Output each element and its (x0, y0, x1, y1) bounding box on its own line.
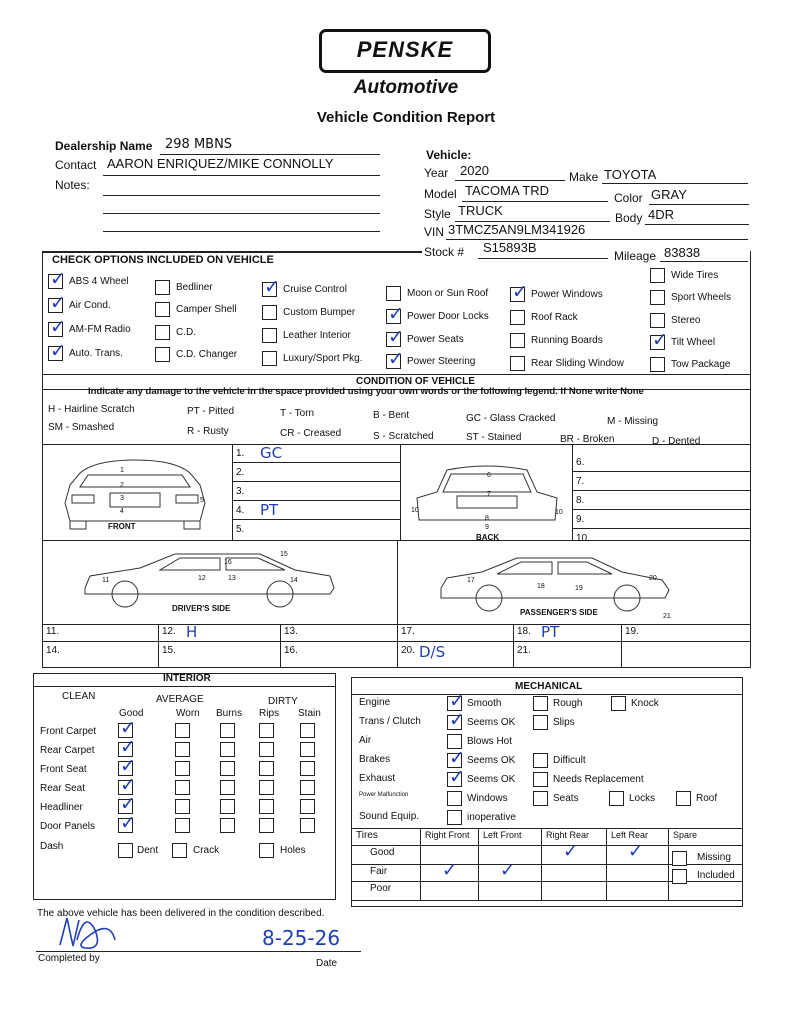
checkmark-icon: ✓ (120, 717, 136, 739)
mech-seems-ok-checkbox[interactable] (447, 766, 465, 788)
option-luxury-sport-pkg-checkbox[interactable] (262, 351, 277, 366)
date-value[interactable]: 8-25-26 (262, 926, 341, 950)
interior-clean: CLEAN (62, 691, 96, 702)
option-c-d-changer-label: C.D. Changer (176, 349, 238, 360)
damage-number: 8. (576, 495, 585, 506)
interior-headliner-rips-checkbox[interactable] (259, 799, 274, 814)
interior-title: INTERIOR (163, 673, 211, 684)
damage-entry-12[interactable]: H (186, 623, 198, 641)
interior-door-panels-good-checkbox[interactable] (118, 812, 136, 834)
interior-front-carpet-burns-checkbox[interactable] (220, 723, 235, 738)
checkmark-icon: ✓ (50, 292, 66, 314)
tires-row-label: Good (370, 847, 395, 858)
checkmark-icon: ✓ (120, 774, 136, 796)
damage-number: 1. (236, 448, 245, 459)
legend-item: SM - Smashed (48, 422, 115, 433)
mech-row-label: Engine (359, 697, 391, 708)
damage-entry-20[interactable]: D/S (419, 643, 446, 661)
legend-item: H - Hairline Scratch (48, 404, 135, 415)
interior-row-label: Front Carpet (40, 726, 97, 737)
damage-number: 2. (236, 467, 245, 478)
model-label: Model (424, 187, 457, 201)
dash-option-label: Holes (280, 845, 306, 856)
brand-logo (319, 29, 491, 73)
color-label: Color (614, 191, 643, 205)
option-rear-sliding-window-checkbox[interactable] (510, 356, 525, 371)
tire-check-icon: ✓ (442, 860, 458, 881)
interior-row-label: Front Seat (40, 764, 87, 775)
legend-item: CR - Creased (280, 428, 342, 439)
driver-pos-13: 13 (228, 575, 236, 582)
signature (55, 910, 125, 955)
option-power-steering-checkbox[interactable] (386, 348, 404, 370)
passenger-pos-19: 19 (575, 585, 583, 592)
checkmark-icon: ✓ (449, 766, 465, 788)
damage-number: 7. (576, 476, 585, 487)
legend-item: B - Bent (373, 410, 410, 421)
tires-header: Tires (356, 830, 378, 841)
option-bedliner-checkbox[interactable] (155, 280, 170, 295)
mech-row-label: Air (359, 735, 372, 746)
option-power-windows-checkbox[interactable] (510, 281, 528, 303)
option-tilt-wheel-checkbox[interactable] (650, 329, 668, 351)
mech-windows-checkbox[interactable] (447, 791, 462, 806)
option-c-d-changer-checkbox[interactable] (155, 347, 170, 362)
checkmark-icon: ✓ (264, 276, 280, 298)
make-label: Make (569, 170, 599, 184)
condition-title: CONDITION OF VEHICLE (356, 376, 475, 387)
back-view-diagram (407, 462, 567, 532)
year-value[interactable]: 2020 (460, 163, 489, 178)
damage-number: 13. (284, 626, 298, 637)
spare-included-checkbox[interactable] (672, 869, 687, 884)
interior-front-seat-rips-checkbox[interactable] (259, 761, 274, 776)
option-c-d-label: C.D. (176, 327, 196, 338)
legend-item: M - Missing (607, 416, 659, 427)
option-stereo-label: Stereo (671, 315, 701, 326)
dash-option-label: Crack (193, 845, 220, 856)
option-sport-wheels-label: Sport Wheels (671, 292, 732, 303)
damage-number: 6. (576, 457, 585, 468)
damage-number: 18. (517, 626, 531, 637)
mech-seems-ok-checkbox[interactable] (447, 709, 465, 731)
option-abs-4-wheel-checkbox[interactable] (48, 268, 66, 290)
interior-headliner-burns-checkbox[interactable] (220, 799, 235, 814)
legend-item: PT - Pitted (187, 406, 235, 417)
legend-item: R - Rusty (187, 426, 229, 437)
front-pos-3: 3 (120, 495, 124, 502)
interior-front-seat-stain-checkbox[interactable] (300, 761, 315, 776)
interior-row-label: Door Panels (40, 821, 96, 832)
front-pos-2: 2 (120, 482, 124, 489)
mech-option-label: Difficult (553, 755, 586, 766)
checkmark-icon: ✓ (120, 736, 136, 758)
back-label: BACK (476, 533, 500, 542)
passenger-pos-17: 17 (467, 577, 475, 584)
option-sport-wheels-checkbox[interactable] (650, 290, 665, 305)
mech-option-label: Seats (553, 793, 579, 804)
mech-slips-checkbox[interactable] (533, 715, 548, 730)
option-moon-or-sun-roof-checkbox[interactable] (386, 286, 401, 301)
style-label: Style (424, 207, 451, 221)
legend-item: D - Dented (652, 436, 701, 447)
interior-headliner-worn-checkbox[interactable] (175, 799, 190, 814)
interior-row-label: Rear Seat (40, 783, 86, 794)
mech-roof-checkbox[interactable] (676, 791, 691, 806)
mechanical-title: MECHANICAL (515, 681, 583, 692)
mileage-value[interactable]: 83838 (664, 245, 701, 260)
checkmark-icon: ✓ (449, 690, 465, 712)
notes-label: Notes: (55, 178, 90, 192)
tires-header: Left Front (483, 830, 522, 840)
body-value[interactable]: 4DR (648, 207, 675, 222)
option-tilt-wheel-label: Tilt Wheel (671, 337, 716, 348)
mech-row-label: Exhaust (359, 773, 396, 784)
mech-inoperative-checkbox[interactable] (447, 810, 462, 825)
damage-number: 10. (576, 533, 590, 544)
tires-header: Spare (673, 830, 698, 840)
dealership-label: Dealership Name (55, 139, 153, 153)
damage-number: 4. (236, 505, 245, 516)
interior-average: AVERAGE (156, 694, 204, 705)
vin-value[interactable]: 3TMCZ5AN9LM341926 (448, 222, 586, 237)
damage-number: 11. (46, 626, 60, 637)
interior-front-carpet-rips-checkbox[interactable] (259, 723, 274, 738)
damage-number: 20. (401, 645, 415, 656)
mech-option-label: Blows Hot (467, 736, 513, 747)
mech-option-label: Locks (629, 793, 656, 804)
mech-row-label: Brakes (359, 754, 391, 765)
option-air-cond-checkbox[interactable] (48, 292, 66, 314)
option-wide-tires-checkbox[interactable] (650, 268, 665, 283)
damage-entry-1[interactable]: GC (260, 444, 283, 462)
mech-option-label: Seems OK (467, 774, 516, 785)
damage-number: 15. (162, 645, 176, 656)
damage-number: 17. (401, 626, 415, 637)
mech-needs-replacement-checkbox[interactable] (533, 772, 548, 787)
option-cruise-control-checkbox[interactable] (262, 276, 280, 298)
contact-value[interactable]: AARON ENRIQUEZ/MIKE CONNOLLY (107, 156, 334, 171)
mech-row-label: Trans / Clutch (359, 716, 421, 727)
mech-option-label: Roof (696, 793, 718, 804)
option-luxury-sport-pkg-label: Luxury/Sport Pkg. (283, 353, 363, 364)
front-pos-1: 1 (120, 467, 124, 474)
interior-headliner-stain-checkbox[interactable] (300, 799, 315, 814)
passenger-pos-21: 21 (663, 613, 671, 620)
option-auto-trans-checkbox[interactable] (48, 340, 66, 362)
notes-line-1 (103, 195, 380, 196)
dash-dent-checkbox[interactable] (118, 843, 133, 858)
interior-col-burns: Burns (216, 708, 243, 719)
brand-subtitle: Automotive (353, 77, 459, 98)
model-value[interactable]: TACOMA TRD (465, 183, 550, 198)
option-leather-interior-label: Leather Interior (283, 330, 351, 341)
front-pos-5: 5 (200, 497, 204, 504)
stock-value[interactable]: S15893B (483, 240, 537, 255)
damage-number: 12. (162, 626, 176, 637)
driver-pos-12: 12 (198, 575, 206, 582)
interior-rear-carpet-worn-checkbox[interactable] (175, 742, 190, 757)
checkmark-icon: ✓ (449, 709, 465, 731)
interior-col-rips: Rips (259, 708, 280, 719)
interior-col-stain: Stain (298, 708, 321, 719)
passenger-pos-20: 20 (649, 575, 657, 582)
mech-option-label: Seems OK (467, 717, 516, 728)
interior-rear-seat-worn-checkbox[interactable] (175, 780, 190, 795)
interior-rear-seat-burns-checkbox[interactable] (220, 780, 235, 795)
interior-rear-seat-stain-checkbox[interactable] (300, 780, 315, 795)
option-cruise-control-label: Cruise Control (283, 284, 347, 295)
mech-difficult-checkbox[interactable] (533, 753, 548, 768)
contact-label: Contact (55, 158, 97, 172)
interior-rear-carpet-burns-checkbox[interactable] (220, 742, 235, 757)
dealership-value[interactable]: 298 MBNS (165, 137, 233, 152)
tire-check-icon: ✓ (500, 860, 516, 881)
driver-pos-16: 16 (224, 559, 232, 566)
mech-row-label: Sound Equip. (359, 811, 420, 822)
dealership-line (160, 154, 380, 155)
driver-pos-15: 15 (280, 551, 288, 558)
back-pos-6: 6 (487, 472, 491, 479)
damage-number: 16. (284, 645, 298, 656)
damage-number: 14. (46, 645, 60, 656)
make-value[interactable]: TOYOTA (604, 167, 657, 182)
checkmark-icon: ✓ (388, 303, 404, 325)
option-tow-package-label: Tow Package (671, 359, 731, 370)
checkmark-icon: ✓ (449, 747, 465, 769)
option-power-seats-label: Power Seats (407, 334, 464, 345)
vin-label: VIN (424, 225, 445, 239)
back-pos-10b: 10 (555, 509, 563, 516)
back-pos-7: 7 (487, 491, 491, 498)
option-power-windows-label: Power Windows (531, 289, 603, 300)
mech-option-label: Slips (553, 717, 575, 728)
interior-dash-label: Dash (40, 841, 64, 852)
tires-header: Right Front (425, 830, 470, 840)
damage-entry-4[interactable]: PT (260, 501, 279, 519)
option-stereo-checkbox[interactable] (650, 313, 665, 328)
option-power-seats-checkbox[interactable] (386, 326, 404, 348)
drivers-side-label: DRIVER'S SIDE (172, 604, 231, 613)
option-custom-bumper-label: Custom Bumper (283, 307, 356, 318)
option-power-door-locks-label: Power Door Locks (407, 311, 489, 322)
mech-option-label: Windows (467, 793, 508, 804)
mech-option-label: Seems OK (467, 755, 516, 766)
checkmark-icon: ✓ (388, 326, 404, 348)
option-bedliner-label: Bedliner (176, 282, 213, 293)
checkmark-icon: ✓ (512, 281, 528, 303)
checkmark-icon: ✓ (50, 268, 66, 290)
option-wide-tires-label: Wide Tires (671, 270, 719, 281)
mech-option-label: Rough (553, 698, 583, 709)
back-pos-10: 10 (411, 507, 419, 514)
damage-number: 5. (236, 524, 245, 535)
tires-row-label: Fair (370, 866, 388, 877)
option-am-fm-radio-checkbox[interactable] (48, 316, 66, 338)
option-power-door-locks-checkbox[interactable] (386, 303, 404, 325)
option-am-fm-radio-label: AM-FM Radio (69, 324, 131, 335)
interior-dirty: DIRTY (268, 696, 298, 707)
mech-row-label: Power Malfunction (359, 792, 409, 798)
mech-option-label: Knock (631, 698, 659, 709)
option-c-d-checkbox[interactable] (155, 325, 170, 340)
checkmark-icon: ✓ (120, 812, 136, 834)
delivery-statement: The above vehicle has been delivered in the condition described. (37, 908, 325, 919)
checkmark-icon: ✓ (120, 755, 136, 777)
color-value[interactable]: GRAY (651, 187, 687, 202)
checkmark-icon: ✓ (388, 348, 404, 370)
mech-rough-checkbox[interactable] (533, 696, 548, 711)
options-title: CHECK OPTIONS INCLUDED ON VEHICLE (52, 254, 274, 266)
mech-locks-checkbox[interactable] (609, 791, 624, 806)
interior-front-carpet-stain-checkbox[interactable] (300, 723, 315, 738)
passenger-pos-18: 18 (537, 583, 545, 590)
option-camper-shell-checkbox[interactable] (155, 302, 170, 317)
legend-item: S - Scratched (373, 431, 434, 442)
interior-door-panels-worn-checkbox[interactable] (175, 818, 190, 833)
date-label: Date (316, 958, 338, 969)
driver-pos-11: 11 (102, 577, 110, 584)
interior-front-seat-worn-checkbox[interactable] (175, 761, 190, 776)
vehicle-heading: Vehicle: (426, 148, 472, 162)
front-pos-4: 4 (120, 508, 124, 515)
tires-row-label: Poor (370, 883, 392, 894)
tire-check-icon: ✓ (563, 841, 579, 862)
completed-by-label: Completed by (38, 953, 100, 964)
tires-header: Left Rear (611, 830, 649, 840)
option-rear-sliding-window-label: Rear Sliding Window (531, 358, 624, 369)
dash-holes-checkbox[interactable] (259, 843, 274, 858)
legend-item: BR - Broken (560, 434, 615, 445)
body-label: Body (615, 211, 643, 225)
option-running-boards-label: Running Boards (531, 335, 603, 346)
option-roof-rack-checkbox[interactable] (510, 310, 525, 325)
interior-row-label: Headliner (40, 802, 83, 813)
tire-check-icon: ✓ (628, 841, 644, 862)
interior-rear-carpet-stain-checkbox[interactable] (300, 742, 315, 757)
checkmark-icon: ✓ (652, 329, 668, 351)
drivers-side-diagram (80, 548, 340, 608)
option-power-steering-label: Power Steering (407, 356, 476, 367)
front-label: FRONT (108, 522, 136, 531)
damage-entry-18[interactable]: PT (541, 623, 560, 641)
interior-col-worn: Worn (176, 708, 200, 719)
damage-number: 21. (517, 645, 531, 656)
option-custom-bumper-checkbox[interactable] (262, 305, 277, 320)
mileage-label: Mileage (614, 249, 657, 263)
mech-seats-checkbox[interactable] (533, 791, 548, 806)
option-auto-trans-label: Auto. Trans. (69, 348, 123, 359)
interior-row-label: Rear Carpet (40, 745, 95, 756)
year-label: Year (424, 166, 449, 180)
passengers-side-label: PASSENGER'S SIDE (520, 608, 598, 617)
dash-option-label: Dent (137, 845, 159, 856)
option-tow-package-checkbox[interactable] (650, 357, 665, 372)
option-air-cond-label: Air Cond. (69, 300, 111, 311)
checkmark-icon: ✓ (50, 316, 66, 338)
driver-pos-14: 14 (290, 577, 298, 584)
spare-option-label: Included (697, 870, 735, 881)
checkmark-icon: ✓ (50, 340, 66, 362)
checkmark-icon: ✓ (120, 793, 136, 815)
option-abs-4-wheel-label: ABS 4 Wheel (69, 276, 129, 287)
legend-item: ST - Stained (466, 432, 522, 443)
interior-door-panels-rips-checkbox[interactable] (259, 818, 274, 833)
option-moon-or-sun-roof-label: Moon or Sun Roof (407, 288, 489, 299)
interior-front-carpet-worn-checkbox[interactable] (175, 723, 190, 738)
mech-option-label: Needs Replacement (553, 774, 644, 785)
tires-header: Right Rear (546, 830, 590, 840)
damage-number: 9. (576, 514, 585, 525)
back-pos-9: 9 (485, 524, 489, 531)
stock-label: Stock # (424, 245, 465, 259)
notes-line-3 (103, 231, 380, 232)
spare-option-label: Missing (697, 852, 731, 863)
condition-instructions: Indicate any damage to the vehicle in the space provided using your own words or the following legend. If None write None (88, 386, 644, 397)
interior-door-panels-burns-checkbox[interactable] (220, 818, 235, 833)
brand-name: PENSKE (356, 37, 454, 62)
contact-line (103, 175, 380, 176)
notes-line-2 (103, 213, 380, 214)
option-running-boards-checkbox[interactable] (510, 333, 525, 348)
mech-option-label: inoperative (467, 812, 516, 823)
option-roof-rack-label: Roof Rack (531, 312, 578, 323)
interior-rear-seat-rips-checkbox[interactable] (259, 780, 274, 795)
legend-item: GC - Glass Cracked (466, 413, 556, 424)
interior-front-seat-burns-checkbox[interactable] (220, 761, 235, 776)
style-value[interactable]: TRUCK (458, 203, 503, 218)
interior-rear-carpet-rips-checkbox[interactable] (259, 742, 274, 757)
mech-option-label: Smooth (467, 698, 502, 709)
back-pos-8: 8 (485, 515, 489, 522)
interior-door-panels-stain-checkbox[interactable] (300, 818, 315, 833)
damage-number: 19. (625, 626, 639, 637)
damage-number: 3. (236, 486, 245, 497)
mech-knock-checkbox[interactable] (611, 696, 626, 711)
spare-missing-checkbox[interactable] (672, 851, 687, 866)
option-leather-interior-checkbox[interactable] (262, 328, 277, 343)
option-camper-shell-label: Camper Shell (176, 304, 237, 315)
legend-item: T - Torn (280, 408, 315, 419)
page-title: Vehicle Condition Report (316, 109, 496, 126)
dash-crack-checkbox[interactable] (172, 843, 187, 858)
interior-col-good: Good (119, 708, 144, 719)
